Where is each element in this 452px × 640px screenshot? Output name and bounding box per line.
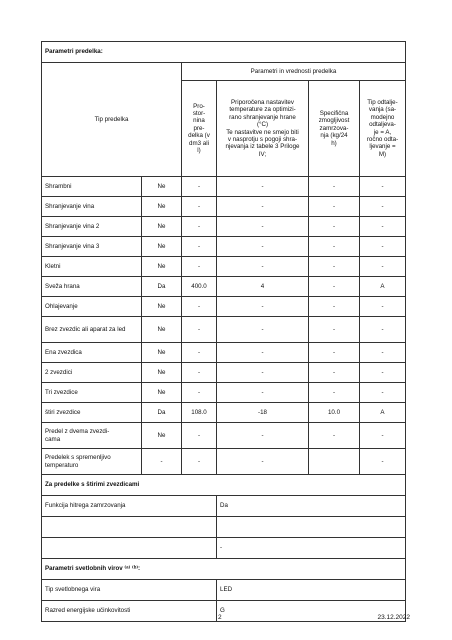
cell-type: Predel z dvema zvezdi- cama [42, 423, 142, 449]
light-type-label: Tip svetlobnega vira [42, 580, 217, 601]
cell-temp: - [217, 423, 309, 449]
cell-type: Tri zvezdice [42, 383, 142, 403]
cell-volume: - [182, 423, 217, 449]
header-params-group: Parametri in vrednosti predelka [182, 63, 406, 81]
compartment-row [42, 403, 406, 423]
cell-freeze: - [309, 317, 360, 343]
cell-temp: - [217, 197, 309, 217]
cell-volume: - [182, 177, 217, 197]
compartment-row [42, 317, 406, 343]
cell-volume: - [182, 383, 217, 403]
compartment-row [42, 383, 406, 403]
page-number: 2 [218, 614, 222, 621]
blank-label-cell [42, 517, 217, 538]
header-freezing-capacity: Specifična zmogljivost zamrzova- nja (kg/24 h) [309, 81, 360, 177]
product-info-table [41, 41, 406, 622]
cell-volume: - [182, 449, 217, 475]
compartment-row [42, 237, 406, 257]
cell-defrost: - [360, 177, 406, 197]
cell-present: Ne [142, 177, 182, 197]
footer-date: 23.12.2022 [377, 614, 410, 621]
fast-freeze-value: Da [217, 496, 406, 517]
header-volume: Pro- stor- nina pre- delka (v dm3 ali l) [182, 81, 217, 177]
cell-temp: -18 [217, 403, 309, 423]
cell-freeze: - [309, 277, 360, 297]
cell-freeze: - [309, 237, 360, 257]
compartment-row [42, 343, 406, 363]
cell-freeze: - [309, 197, 360, 217]
cell-defrost: - [360, 343, 406, 363]
header-recommended-temp: Priporočena nastavitev temperature za optimizi- rano shranjevanje hrane (°C) Te nastavitve ne smejo biti v nasprotju s pogoji shra- njevanja iz tabele 3 Priloge IV; [217, 81, 309, 177]
cell-type: Ohlajevanje [42, 297, 142, 317]
cell-freeze: - [309, 177, 360, 197]
cell-temp: 4 [217, 277, 309, 297]
cell-volume: - [182, 257, 217, 277]
cell-temp: - [217, 383, 309, 403]
cell-type: Shranjevanje vina 3 [42, 237, 142, 257]
cell-volume: 400.0 [182, 277, 217, 297]
section-title-light-sources: Parametri svetlobnih virov ⁽ᵃ⁾ ⁽ᵇ⁾: [42, 559, 406, 580]
compartment-row [42, 197, 406, 217]
cell-volume: - [182, 363, 217, 383]
cell-defrost: - [360, 363, 406, 383]
energy-class-label: Razred energijske učinkovitosti [42, 601, 217, 622]
cell-type: Brez zvezdic ali aparat za led [42, 317, 142, 343]
blank-value-cell [217, 517, 406, 538]
light-type-value: LED [217, 580, 406, 601]
cell-present: Da [142, 277, 182, 297]
cell-type: Shranjevanje vina 2 [42, 217, 142, 237]
cell-freeze: - [309, 383, 360, 403]
cell-defrost: - [360, 317, 406, 343]
cell-present: Ne [142, 343, 182, 363]
cell-defrost: A [360, 403, 406, 423]
cell-present: Ne [142, 217, 182, 237]
cell-freeze: - [309, 423, 360, 449]
cell-temp: - [217, 343, 309, 363]
cell-type: Shrambni [42, 177, 142, 197]
cell-volume: - [182, 297, 217, 317]
energy-class-value: G [217, 601, 406, 622]
cell-present: Ne [142, 383, 182, 403]
cell-freeze [309, 449, 360, 475]
cell-volume: - [182, 237, 217, 257]
compartment-row [42, 297, 406, 317]
fast-freeze-label: Funkcija hitrega zamrzovanja [42, 496, 217, 517]
cell-type: Predelek s spremenljivo temperaturo [42, 449, 142, 475]
compartment-row [42, 177, 406, 197]
cell-defrost: - [360, 297, 406, 317]
cell-present: Da [142, 403, 182, 423]
cell-defrost: - [360, 237, 406, 257]
compartment-row [42, 277, 406, 297]
compartment-rows [42, 177, 406, 475]
cell-volume: - [182, 197, 217, 217]
cell-freeze: - [309, 363, 360, 383]
section-title-four-star: Za predelke s štirimi zvezdicami [42, 475, 406, 496]
cell-temp: - [217, 363, 309, 383]
cell-type: Kletni [42, 257, 142, 277]
cell-present: - [142, 449, 182, 475]
cell-present: Ne [142, 197, 182, 217]
cell-present: Ne [142, 237, 182, 257]
cell-defrost: - [360, 217, 406, 237]
header-defrost-type: Tip odtalje- vanja (sa- modejno odtaljeva- je = A, ročno odta- ljevanje = M) [360, 81, 406, 177]
cell-temp: - [217, 449, 309, 475]
cell-defrost: - [360, 449, 406, 475]
cell-freeze: - [309, 343, 360, 363]
compartment-row [42, 217, 406, 237]
cell-freeze: - [309, 257, 360, 277]
section-title-compartment-params: Parametri predelka: [42, 42, 406, 63]
cell-temp: - [217, 297, 309, 317]
cell-present: Ne [142, 423, 182, 449]
cell-defrost: A [360, 277, 406, 297]
compartment-row [42, 257, 406, 277]
cell-freeze: 10.0 [309, 403, 360, 423]
cell-freeze: - [309, 217, 360, 237]
cell-freeze: - [309, 297, 360, 317]
cell-volume: 108.0 [182, 403, 217, 423]
cell-temp: - [217, 237, 309, 257]
cell-type: štiri zvezdice [42, 403, 142, 423]
header-compartment-type: Tip predelka [42, 63, 182, 177]
cell-type: Shranjevanje vina [42, 197, 142, 217]
cell-defrost: - [360, 197, 406, 217]
compartment-row [42, 423, 406, 449]
cell-present: Ne [142, 257, 182, 277]
cell-temp: - [217, 257, 309, 277]
cell-defrost: - [360, 383, 406, 403]
cell-temp: - [217, 317, 309, 343]
cell-defrost: - [360, 257, 406, 277]
cell-defrost: - [360, 423, 406, 449]
cell-temp: - [217, 177, 309, 197]
compartment-row [42, 449, 406, 475]
cell-type: 2 zvezdici [42, 363, 142, 383]
cell-volume: - [182, 343, 217, 363]
cell-volume: - [182, 217, 217, 237]
compartment-row [42, 363, 406, 383]
cell-volume: - [182, 317, 217, 343]
blank-label-cell-2 [42, 538, 217, 559]
cell-present: Ne [142, 297, 182, 317]
cell-temp: - [217, 217, 309, 237]
cell-type: Sveža hrana [42, 277, 142, 297]
cell-present: Ne [142, 317, 182, 343]
cell-present: Ne [142, 363, 182, 383]
cell-type: Ena zvezdica [42, 343, 142, 363]
blank-dash-value: - [217, 538, 406, 559]
